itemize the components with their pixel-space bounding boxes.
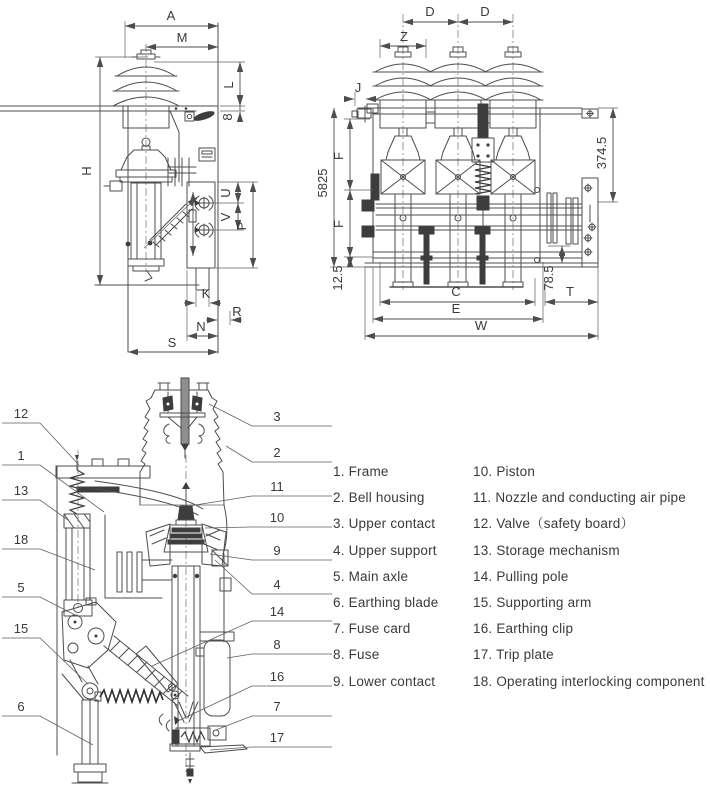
frame-and-storage bbox=[56, 450, 203, 755]
callout-6: 6 bbox=[17, 699, 25, 714]
dim-label-J: J bbox=[354, 80, 362, 95]
dim-label-78-5: 78.5 bbox=[541, 265, 556, 291]
callout-2: 2 bbox=[273, 445, 281, 460]
callout-3: 3 bbox=[273, 409, 281, 424]
dim-label-S: S bbox=[167, 335, 177, 350]
legend-item: 8. Fuse bbox=[333, 647, 380, 663]
dim-label-Z: Z bbox=[400, 29, 408, 44]
dim-label-total-height: 5825 bbox=[315, 168, 330, 198]
dim-label-H: H bbox=[79, 166, 94, 176]
dim-label-M: M bbox=[176, 30, 188, 45]
dim-label-T: T bbox=[566, 284, 574, 299]
legend-item: 18. Operating interlocking component bbox=[473, 673, 705, 689]
mounting-panel bbox=[187, 182, 215, 290]
dim-label-U: U bbox=[218, 188, 233, 198]
front-view-drawing bbox=[315, 4, 618, 340]
vent-grille bbox=[199, 148, 215, 161]
legend-item: 17. Trip plate bbox=[473, 647, 554, 663]
callout-13: 13 bbox=[13, 483, 29, 498]
dim-label-E: E bbox=[451, 301, 461, 316]
legend-item: 16. Earthing clip bbox=[473, 621, 574, 637]
callout-7: 7 bbox=[273, 699, 281, 714]
legend-item: 11. Nozzle and conducting air pipe bbox=[473, 490, 686, 506]
callout-1: 1 bbox=[17, 448, 25, 463]
front-bushings bbox=[373, 14, 543, 290]
callout-10: 10 bbox=[269, 510, 285, 525]
section-view-drawing bbox=[2, 378, 332, 784]
dim-label-A: A bbox=[166, 8, 176, 23]
callout-5: 5 bbox=[17, 580, 25, 595]
axle-and-arm bbox=[62, 598, 163, 783]
bell-housing bbox=[140, 378, 224, 505]
legend-item: 10. Piston bbox=[473, 464, 536, 479]
legend-item: 14. Pulling pole bbox=[473, 568, 569, 584]
dim-label-F-upper: F bbox=[331, 152, 346, 160]
legend-item: 7. Fuse card bbox=[333, 621, 411, 637]
dim-label-L: L bbox=[221, 81, 236, 89]
dim-label-8: 8 bbox=[220, 113, 235, 121]
legend-item: 9. Lower contact bbox=[333, 673, 436, 689]
support-legs bbox=[390, 227, 523, 287]
dim-label-374-5: 374.5 bbox=[594, 136, 609, 170]
legend-item: 12. Valve（safety board） bbox=[473, 516, 635, 532]
legend-item: 3. Upper contact bbox=[333, 516, 436, 532]
callout-14: 14 bbox=[269, 604, 285, 619]
callout-11: 11 bbox=[270, 479, 284, 494]
callout-17: 17 bbox=[269, 730, 285, 745]
side-view-drawing bbox=[0, 8, 258, 353]
bolt-symbol bbox=[195, 223, 213, 237]
dim-label-K: K bbox=[201, 286, 211, 301]
callout-4: 4 bbox=[273, 577, 281, 592]
dim-label-R: R bbox=[232, 304, 242, 319]
dim-label-C: C bbox=[451, 284, 461, 299]
dim-label-D-left: D bbox=[425, 4, 435, 19]
contact-column bbox=[146, 455, 231, 775]
section-fins bbox=[117, 552, 172, 592]
dim-label-W: W bbox=[474, 318, 488, 333]
dim-label-V: V bbox=[218, 212, 233, 222]
bolt-symbol bbox=[195, 196, 213, 210]
legend-item: 6. Earthing blade bbox=[333, 594, 439, 610]
dim-label-D-right: D bbox=[480, 4, 490, 19]
callout-9: 9 bbox=[273, 543, 281, 558]
callouts-right bbox=[152, 404, 332, 750]
dim-label-F-lower: F bbox=[331, 220, 346, 228]
legend-item: 2. Bell housing bbox=[333, 490, 425, 506]
parts-legend bbox=[333, 459, 705, 695]
dim-label-12-5: 12.5 bbox=[330, 265, 345, 291]
dim-label-N: N bbox=[196, 319, 206, 334]
fuse-canister bbox=[104, 138, 176, 281]
operating-mechanism bbox=[535, 109, 599, 267]
legend-item: 5. Main axle bbox=[333, 568, 409, 584]
legend-item: 13. Storage mechanism bbox=[473, 542, 620, 558]
callout-15: 15 bbox=[13, 621, 29, 636]
callout-8: 8 bbox=[273, 637, 281, 652]
callout-16: 16 bbox=[269, 669, 285, 684]
callout-12: 12 bbox=[13, 406, 29, 421]
side-bushing bbox=[111, 44, 181, 272]
callout-18: 18 bbox=[13, 532, 29, 547]
legend-item: 1. Frame bbox=[333, 464, 389, 479]
legend-item: 15. Supporting arm bbox=[473, 594, 592, 610]
dim-label-P: P bbox=[234, 221, 249, 231]
legend-item: 4. Upper support bbox=[333, 542, 437, 558]
